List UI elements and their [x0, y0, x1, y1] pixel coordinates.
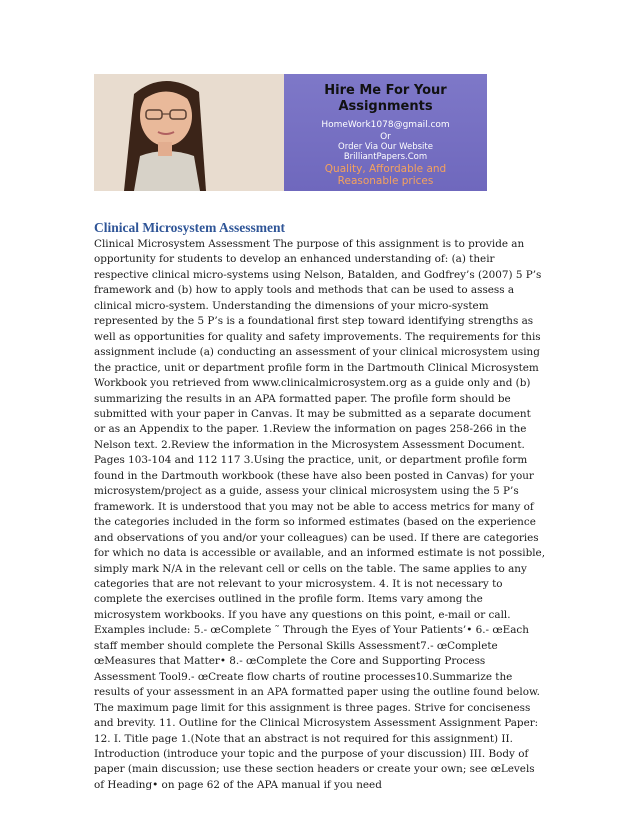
ad-or: Or: [380, 132, 391, 142]
ad-order-website: [284, 142, 487, 162]
document-title: Clinical Microsystem Assessment: [94, 220, 285, 235]
ad-text-panel: [284, 74, 487, 191]
ad-email: HomeWork1078@gmail.com: [321, 120, 450, 130]
ad-tagline: [284, 163, 487, 187]
advertisement-banner: [94, 74, 487, 191]
ad-order-line-2: BrilliantPapers.Com: [343, 152, 428, 162]
woman-photo: [94, 74, 284, 191]
ad-tagline-line-1: Quality, Affordable and: [324, 163, 447, 175]
ad-order-line-1: Order Via Our Website: [338, 142, 433, 152]
ad-headline: [284, 83, 487, 115]
ad-headline-line-2: Assignments: [338, 99, 433, 114]
woman-portrait-illustration: [94, 74, 284, 191]
ad-headline-line-1: Hire Me For Your: [324, 83, 447, 98]
ad-tagline-line-2: Reasonable prices: [337, 175, 434, 187]
document-body: Clinical Microsystem Assessment The purpose of this assignment is to provide an opportunity for students to develop an enhanced understanding of: (a) their respective clinical micro-systems using Nelson, Batalden, and Godfrey’s (2007) 5 P’s framework and (b) how to apply tools and methods that can be used to assess a clinical micro-system. Understanding the dimensions of your micro-system represented by the 5 P’s is a foundational first step toward identifying strengths as well as opportunities for quality and safety improvements. The requirements for this assignment include (a) conducting an assessment of your clinical microsystem using the practice, unit or department profile form in the Dartmouth Clinical Microsystem Workbook you retrieved from www.clinicalmicrosystem.org as a guide only and (b) summarizing the results in an APA formatted paper. The profile form should be submitted with your paper in Canvas. It may be submitted as a separate document or as an Appendix to the paper. 1.Review the information on pages 258-266 in the Nelson text. 2.Review the information in the Microsystem Assessment Document. Pages 103-104 and 112 117 3.Using the practice, unit, or department profile form found in the Dartmouth workbook (these have also been posted in Canvas) for your microsystem/project as a guide, assess your clinical microsystem using the 5 P’s framework. It is understood that you may not be able to access metrics for many of the categories included in the form so informed estimates (based on the experience and observations of you and/or your colleagues) can be used. If there are categories for which no data is accessible or available, and an informed estimate is not possible, simply mark N/A in the relevant cell or cells on the table. The same applies to any categories that are not relevant to your microsystem. 4. It is not necessary to complete the exercises outlined in the profile form. Items vary among the microsystem workbooks. If you have any questions on this point, e-mail or call. Examples include: 5.- œComplete ˜ Through the Eyes of Your Patients’• 6.- œEach staff member should complete the Personal Skills Assessment7.- œComplete œMeasures that Matter• 8.- œComplete the Core and Supporting Process Assessment Tool9.- œCreate flow charts of routine processes10.Summarize the results of your assessment in an APA formatted paper using the outline found below. The maximum page limit for this assignment is three pages. Strive for conciseness and brevity. 11. Outline for the Clinical Microsystem Assessment Assignment Paper: 12. I. Title page 1.(Note that an abstract is not required for this assignment) II. Introduction (introduce your topic and the purpose of your discussion) III. Body of paper (main discussion; use these section headers or create your own; see œLevels of Heading• on page 62 of the APA manual if you need: [94, 238, 546, 791]
